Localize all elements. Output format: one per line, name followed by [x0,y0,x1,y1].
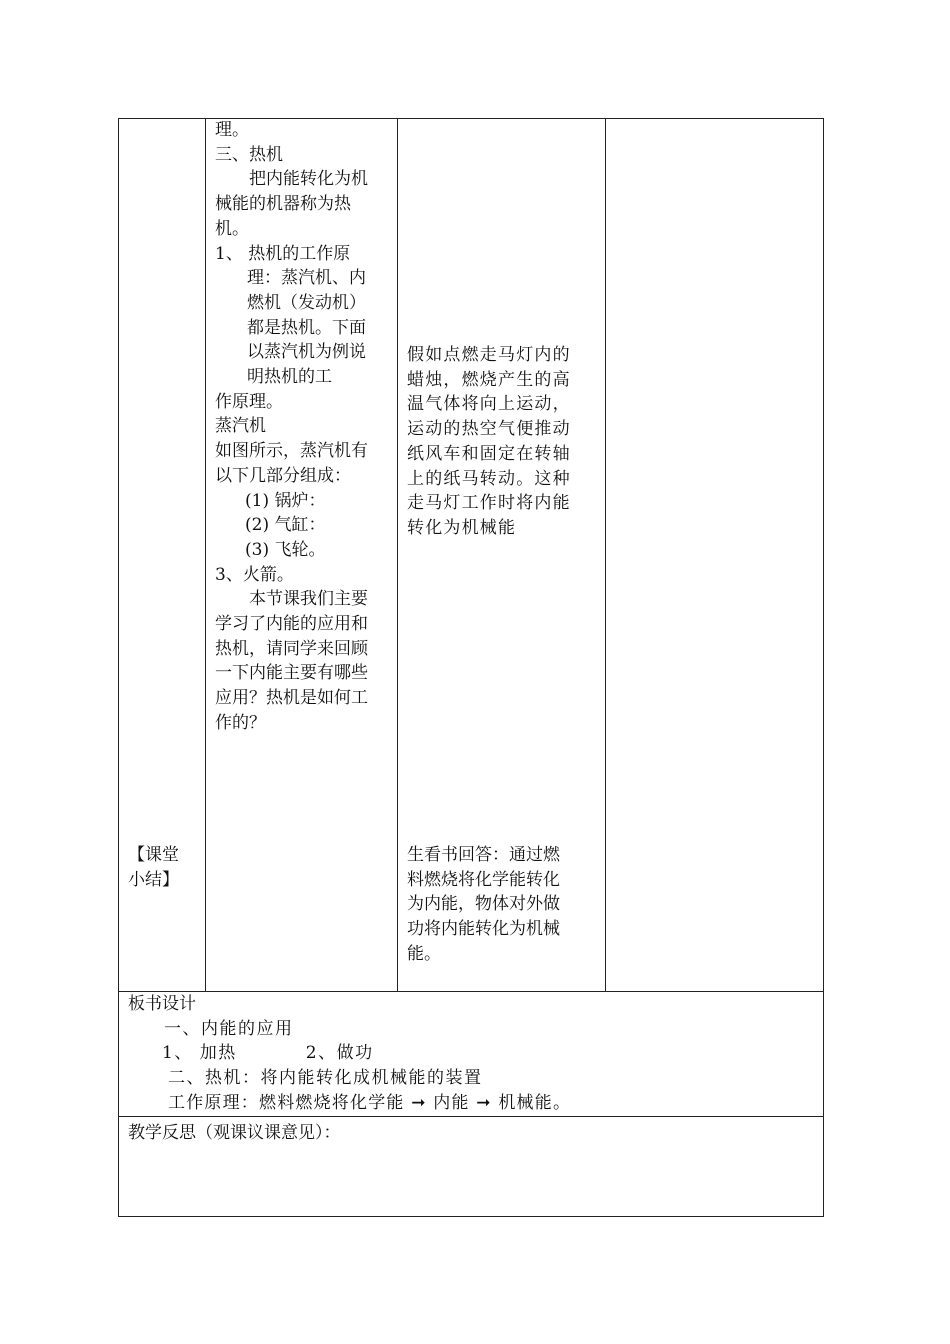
student-line: 温气体将向上运动， [407,394,571,415]
lesson-line: 作原理。 [215,391,283,412]
lesson-line: 热机，请同学来回顾 [215,638,368,659]
arrow-icon: ➞ [411,1092,427,1113]
board-line-4-end: 机械能。 [498,1092,572,1113]
student-activity-block1 [407,343,571,541]
lesson-line: 三、热机 [215,144,283,165]
student-line: 转化为机械能 [407,517,517,538]
lesson-line: 燃机（发动机） [247,292,366,313]
lesson-line: (1) 锅炉： [245,490,326,511]
student-activity-block2 [407,843,560,967]
student-line: 为内能，物体对外做 [407,894,560,915]
column-divider-2 [397,118,398,992]
reflection-cell [128,1121,341,1146]
lesson-line: 机。 [215,218,249,239]
board-line-4-mid: 内能 [433,1092,470,1113]
lesson-line: 本节课我们主要 [249,589,368,610]
student-line: 功将内能转化为机械 [407,919,560,940]
lesson-line: 理：蒸汽机、内 [247,268,366,289]
board-line-3: 二、热机：将内能转化成机械能的装置 [168,1068,483,1089]
table-left-border [118,118,119,1217]
stage-label-cell [128,843,179,892]
lesson-line: 一下内能主要有哪些 [215,663,368,684]
lesson-line: 把内能转化为机 [249,169,368,190]
board-line-4 [128,1091,571,1116]
column-divider-3 [605,118,606,992]
lesson-line: 学习了内能的应用和 [215,614,368,635]
student-line: 假如点燃走马灯内的 [407,345,571,365]
lesson-line: 以蒸汽机为例说 [247,342,366,363]
student-line: 运动的热空气便推动 [407,419,571,440]
row-divider-reflection [118,1116,824,1117]
lesson-line: 1、 热机的工作原 [215,243,351,264]
lesson-line: 都是热机。下面 [247,317,366,338]
student-line: 走马灯工作时将内能 [407,493,571,514]
lesson-content-cell [215,118,395,736]
lesson-line: 3、火箭。 [215,564,294,585]
student-line: 能。 [407,943,441,964]
student-line: 上的纸马转动。这种 [407,468,571,489]
board-design-cell [128,992,571,1116]
lesson-line: (2) 气缸： [245,515,326,536]
column-divider-1 [205,118,206,992]
stage-label-line2: 小结】 [128,869,179,890]
board-line-4-prefix: 工作原理：燃料燃烧将化学能 [168,1092,405,1113]
board-line-1: 一、内能的应用 [164,1018,294,1039]
stage-label-line1: 【课堂 [128,845,179,865]
table-right-border [823,118,824,1217]
lesson-line: 蒸汽机 [215,416,266,437]
lesson-line: 械能的机器称为热 [215,194,351,215]
arrow-icon: ➞ [476,1092,492,1113]
student-line: 料燃烧将化学能转化 [407,869,560,890]
lesson-line: 如图所示，蒸汽机有 [215,441,368,462]
lesson-line: 理。 [215,120,249,140]
board-line-2: 1、 加热 2、做功 [162,1043,374,1064]
lesson-line: 作的？ [215,712,266,733]
lesson-line: (3) 飞轮。 [245,539,326,560]
student-line: 生看书回答：通过燃 [407,845,560,865]
student-line: 蜡烛，燃烧产生的高 [407,369,571,390]
reflection-title: 教学反思（观课议课意见）： [128,1123,341,1143]
board-design-title: 板书设计 [128,994,196,1014]
table-bottom-border [118,1216,824,1217]
lesson-line: 以下几部分组成： [215,465,351,486]
lesson-line: 明热机的工 [247,367,332,388]
lesson-line: 应用？热机是如何工 [215,688,368,709]
student-line: 纸风车和固定在转轴 [407,443,571,464]
